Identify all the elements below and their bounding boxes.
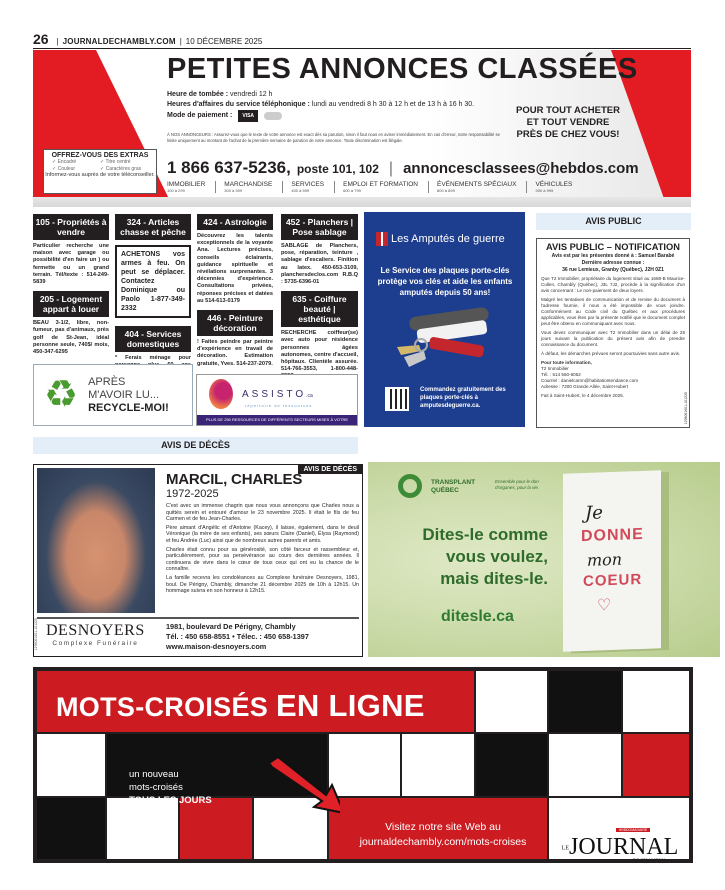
page-number: 26	[33, 31, 49, 47]
category-immobilier	[167, 181, 216, 193]
notice-address-label: Dernière adresse connue :	[581, 260, 645, 267]
notice-contact	[541, 360, 685, 390]
heart-icon: ♡	[597, 597, 612, 615]
category-vehicules	[535, 181, 582, 193]
category-marchandise	[224, 181, 283, 193]
extras-option: ✓ Encadré	[52, 159, 77, 165]
transplant-brand	[431, 479, 475, 495]
subtitle-line: un nouveau	[129, 769, 179, 780]
recycle-line: M'AVOIR LU...	[88, 388, 160, 401]
classified-ad-424: Découvrez les talents exceptionnels de la voyante Ana. Lectures précises, conseils éclairants, guidance spirituelle et révélations surprenantes. 3 décennies d'expérience. Consultations privées, réponses précises et datées au 514-613-0179	[197, 233, 273, 304]
obituary-paragraph: Charles était connu pour sa générosité, son côté farceur et rassembleur et, particulièrement, pour sa persévérance au cours des dernières années. Il continuera de vivre dans le cœur de tous ceux qui ont eu la chance de le connaître.	[166, 546, 359, 573]
recycle-line-bold: RECYCLE-MOI!	[88, 401, 169, 414]
category-index	[167, 181, 590, 193]
logo-top: HEBDOMADAIRE	[616, 828, 650, 832]
extras-title: OFFREZ-VOUS DES EXTRAS	[51, 152, 149, 159]
amputes-brand-name: Les Amputés de guerre	[391, 233, 505, 245]
headline-line: mais dites-le.	[440, 569, 548, 588]
category-evenements	[437, 181, 527, 193]
classified-heading-404: 404 - Services domestiques	[115, 326, 191, 352]
notice-intro: Avis est par les présentes donné à : Samuel Barabé	[551, 253, 675, 259]
category-range: 100 à 299	[167, 188, 185, 193]
category-range: 300 à 399	[224, 188, 243, 193]
grid-cell-black	[36, 797, 106, 860]
greeting-card-image	[563, 470, 661, 651]
category-range: 800 à 899	[437, 188, 455, 193]
category-emploi	[343, 181, 429, 193]
page-header	[33, 31, 691, 49]
assisto-ad[interactable]	[196, 374, 358, 432]
email-link[interactable]: annoncesclassees@hebdos.com	[403, 160, 639, 177]
obituary-tag: AVIS DE DÉCÈS	[298, 465, 362, 474]
deadline-label: Heure de tombée :	[167, 91, 229, 98]
card-text: mon	[587, 549, 623, 570]
extras-options	[44, 159, 156, 172]
slogan-line: ET TOUT VENDRE	[526, 117, 610, 128]
grid-cell-black	[548, 670, 622, 733]
classified-ad-205: BEAU 3-1/2, libre, non-fumeur, pas d'animaux, près golf de St-Jean, idéal personne seule, 740$/ mois, 450-347-6295	[33, 320, 109, 356]
payment-label: Mode de paiement :	[167, 112, 233, 119]
funeral-home-website[interactable]: www.maison-desnoyers.com	[166, 642, 267, 651]
deceased-name: MARCIL, CHARLES	[166, 471, 303, 488]
grid-cell-white	[475, 670, 548, 733]
contact-title: Pour toute information,	[541, 360, 592, 366]
hours-label: Heures d'affaires du service téléphonique :	[167, 101, 310, 108]
qr-code-icon[interactable]	[385, 387, 409, 411]
deadline-value: vendredi 12 h	[230, 91, 273, 98]
separator: |	[56, 37, 59, 46]
classified-column-1	[33, 214, 109, 359]
amputes-logo-icon	[376, 232, 388, 246]
brand-line: QUÉBEC	[431, 487, 459, 494]
recycle-icon: ♻	[44, 374, 79, 416]
keys-image-icon	[389, 307, 499, 372]
transplant-quebec-ad[interactable]	[368, 462, 720, 657]
card-text: DONNE	[581, 525, 644, 546]
category-range: 900 à 999	[535, 188, 554, 193]
funeral-home-name: DESNOYERS	[46, 622, 145, 639]
classified-column-4	[281, 214, 358, 384]
crossword-ad[interactable]	[33, 667, 693, 863]
classified-column-2	[115, 214, 191, 380]
deceased-years: 1972-2025	[166, 488, 219, 500]
classified-heading-424: 424 - Astrologie	[197, 214, 273, 230]
crossword-subtitle	[129, 768, 212, 807]
section-header-avis-deces: AVIS DE DÉCÈS	[33, 437, 358, 454]
contact-phone: Tél. : 514 560-6052	[541, 372, 581, 378]
amputes-de-guerre-ad[interactable]	[364, 212, 525, 427]
grid-cell-white	[548, 733, 622, 797]
issue-date: 10 DÉCEMBRE 2025	[185, 37, 263, 46]
deceased-photo	[37, 468, 155, 613]
separator: |	[179, 37, 182, 46]
obituary-body	[166, 503, 359, 597]
transplant-url[interactable]: ditesle.ca	[441, 608, 514, 625]
brand-line: TRANSPLANT	[431, 479, 476, 486]
contact-line	[167, 158, 639, 178]
amputes-headline: Le Service des plaques porte-clés protège vos clés et aide les enfants amputés depuis 50 ans!	[377, 266, 513, 297]
category-range: 400 à 599	[291, 188, 310, 193]
classified-column-3	[197, 214, 273, 371]
contact-email: Courriel : danielcaron@habitationtendance.com	[541, 378, 639, 384]
category-name: MARCHANDISE	[224, 181, 273, 188]
category-name: SERVICES	[291, 181, 325, 188]
classified-ad-635: RECHERCHE coiffeur(se) avec auto pour résidence personnes âgées autonomes, centre d'accueil, hôpitaux. Clientèle assurée. 514-766-3553, 1-800-448-	[281, 330, 358, 373]
transplant-headline	[388, 524, 548, 590]
grid-cell-red	[622, 733, 690, 797]
extras-option: ✓ Titre centré	[100, 159, 131, 165]
obituary-paragraph: Père aimant d'Angélic et d'Antoine (Kacey), il laisse, également, dans le deuil Véronique (la mère de ses enfants), ses sœurs Claire (Daniel), Élysa (Raymond) et feu Andrée (Luc) ainsi que de nombreux autres parents et amis.	[166, 524, 359, 544]
classified-ad-324: ACHETONS vos armes à feu. On peut se déplacer. Contactez Dominique ou Paolo 1-877-349-2332	[115, 245, 191, 318]
assisto-strip: PLUS DE 250 RESSOURCES DE DIFFÉRENTS SECTEURS MISES À VOTRE DISPOSITION	[197, 415, 357, 425]
classified-heading-205: 205 - Logement appart à louer	[33, 291, 109, 317]
notice-paragraph: À défaut, les démarches prévues seront poursuivies sans autre avis.	[541, 351, 681, 357]
category-bar-background	[33, 197, 691, 207]
crossword-title: MOTS-CROISÉS EN LIGNE	[56, 688, 425, 723]
obituary-code: 1298061601-101225	[34, 617, 38, 650]
recycle-text	[88, 376, 169, 415]
amputes-brand	[376, 232, 505, 246]
classifieds-masthead	[33, 50, 691, 207]
mastercard-icon	[264, 112, 282, 120]
assisto-subtitle: répertoire de ressources	[245, 403, 313, 408]
notice-paragraph: Que T2 Immobilier, propriétaire du logement situé au 1688-B Maurice-Cullen, Chambly (Québec), J3L 7J2, procède à la signification d'un avis concernant : Le non-paiement de deux loyers.	[541, 276, 685, 294]
obituary-paragraph: C'est avec un immense chagrin que nous vous annonçons que Charles nous a quittés serein et entouré d'amour le 23 novembre 2025. Il était le fils de feu Carmen et de feu Jean-Charles.	[166, 503, 359, 523]
business-info	[167, 90, 474, 122]
funeral-home-subtitle: Complexe Funéraire	[52, 640, 139, 647]
advertiser-notice: À NOS ANNONCEURS : Assurez-vous que le texte de votre annonce est exact dès sa parution, sinon il faut nous en aviser immédiatement. En cas d'erreur, notre responsabilité se limite uniquement au montant de l'achat de la première semaine de parution de votre annonce. Toute discrimination est illégale.	[167, 132, 500, 143]
extras-box	[43, 149, 157, 194]
category-name: IMMOBILIER	[167, 181, 206, 188]
notice-title: AVIS PUBLIC – NOTIFICATION	[546, 242, 680, 252]
funeral-home-phones: Tél. : 450 658-8551 • Télec. : 450 658-1397	[166, 632, 309, 641]
contact-address: Adresse : 7200 Grande Allée, Saint-Hubert	[541, 384, 629, 390]
category-name: VÉHICULES	[535, 181, 573, 188]
obituary-paragraph: La famille recevra les condoléances au Complexe funéraire Desnoyers, 1981, boul. De Périgny, Chambly, dimanche 21 décembre 2025 de 10h à 12h15. Un hommage suivra en son honneur à 12h15.	[166, 574, 359, 595]
grid-cell-white	[36, 733, 106, 797]
visa-icon: VISA	[238, 110, 258, 122]
category-name: ÉVÉNEMENTS SPÉCIAUX	[437, 181, 517, 188]
funeral-home-logo	[46, 622, 145, 647]
obituary	[33, 464, 363, 657]
classified-heading-446: 446 - Peinture décoration	[197, 310, 273, 336]
subtitle-line: mots-croisés	[129, 782, 183, 793]
funeral-home-contact	[166, 622, 309, 652]
category-range: 600 à 799	[343, 188, 361, 193]
visit-website[interactable]	[336, 820, 550, 850]
recycle-line: APRÈS	[88, 375, 126, 388]
classified-ad-404: * Ferais ménage pour	[115, 355, 191, 361]
slogan-line: POUR TOUT ACHETER	[516, 105, 620, 116]
card-text: COEUR	[583, 570, 643, 591]
extras-option: ✓ Couleur	[52, 165, 76, 172]
slogan	[513, 105, 623, 141]
assisto-logo-icon	[209, 379, 233, 409]
notice-code: 1298061601-101225	[684, 391, 688, 424]
slogan-line: PRÈS DE CHEZ VOUS!	[516, 129, 620, 140]
grid-cell-white	[401, 733, 475, 797]
logo-main: LEJOURNAL	[561, 834, 679, 860]
public-notice	[536, 238, 690, 428]
recycle-ad	[33, 364, 193, 426]
notice-address: 36 rue Lemieux, Granby (Québec), J2H 0Z1	[562, 266, 664, 273]
page-title: PETITES ANNONCES CLASSÉES	[167, 53, 638, 85]
notice-paragraph: Vous devez communiquer avec T2 Immobilier dans un délai de 25 jours suivant la publication du présent avis afin de prendre connaissance du document.	[541, 330, 685, 348]
phone-extension: poste 101, 102	[296, 162, 379, 176]
visit-line: Visitez notre site Web au	[385, 821, 501, 833]
notice-paragraph: Malgré les tentatives de communication et de remise du document à l'adresse fournie, il nous a été impossible de vous joindre. Conformément au Code civil du Québec et aux procédures applicables, vous êtes par la présente notifié que le document complet peut être obtenu en communiquant avec nous.	[541, 297, 685, 327]
grid-cell-white	[622, 670, 690, 733]
separator: |	[388, 160, 394, 177]
assisto-name: ASSISTO.ca	[242, 389, 313, 400]
contact-name: T2 Immobilier	[541, 366, 569, 372]
site-name[interactable]: JOURNALDECHAMBLY.COM	[62, 37, 176, 46]
classified-heading-452: 452 - Planchers | Pose sablage	[281, 214, 358, 240]
classified-heading-635: 635 - Coiffure beauté | esthétique	[281, 291, 358, 327]
headline-line: vous voulez,	[445, 547, 548, 566]
section-header-avis-public: AVIS PUBLIC	[536, 213, 691, 230]
notice-signed: Fait à Saint-Hubert, le 4 décembre 2025.	[541, 393, 624, 399]
classified-ad-446: ! Faites peindre par peintre d'expérience en travail de décoration. Estimation gratuite, Yves. 514-237-2079.	[197, 339, 273, 367]
classified-heading-105: 105 - Propriétés à vendre	[33, 214, 109, 240]
transplant-logo-icon	[398, 474, 422, 498]
classified-heading-324: 324 - Articles chasse et pêche	[115, 214, 191, 240]
amputes-cta[interactable]: Commandez gratuitement des plaques porte-clés à amputesdeguerre.ca.	[420, 387, 506, 409]
classified-ad-452: SABLAGE de Planchers, pose, réparation, teinture , sablage d'escaliers. Finition au latex. 450-653-3109, planchersdeclos.com R.B.Q : 5735-6396-01	[281, 243, 358, 286]
journal-de-chambly-logo	[551, 818, 689, 862]
headline-line: Dites-le comme	[422, 525, 548, 544]
crossword-url[interactable]: journaldechambly.com/mots-croises	[359, 836, 527, 848]
arrow-icon	[248, 755, 340, 815]
phone-number[interactable]: 1 866 637-5236,	[167, 158, 291, 177]
extras-option: ✓ Caractères gras	[100, 165, 142, 172]
hours-value: lundi au vendredi 8 h 30 à 12 h et de 13 h à 16 h 30.	[311, 101, 475, 108]
funeral-home-address: 1981, boulevard De Périgny, Chambly	[166, 622, 296, 631]
transplant-tagline: Ensemble pour le don d'organes, pour la vie.	[495, 479, 540, 490]
classified-ad-105: Particulier recherche une maison avec garage ou possibilité d'en faire un ) ou fermette ou un grand terrain. Tél/texte : 514-249-5839	[33, 243, 109, 286]
subtitle-line-bold: TOUS LES JOURS	[129, 795, 212, 806]
category-services	[291, 181, 335, 193]
extras-info: Informez-vous auprès de votre téléconseiller.	[45, 172, 155, 178]
logo-sub: DE CHAMBLY	[632, 859, 665, 863]
card-text: Je	[585, 502, 603, 524]
grid-cell-black	[475, 733, 548, 797]
category-name: EMPLOI ET FORMATION	[343, 181, 418, 188]
divider	[37, 617, 359, 619]
